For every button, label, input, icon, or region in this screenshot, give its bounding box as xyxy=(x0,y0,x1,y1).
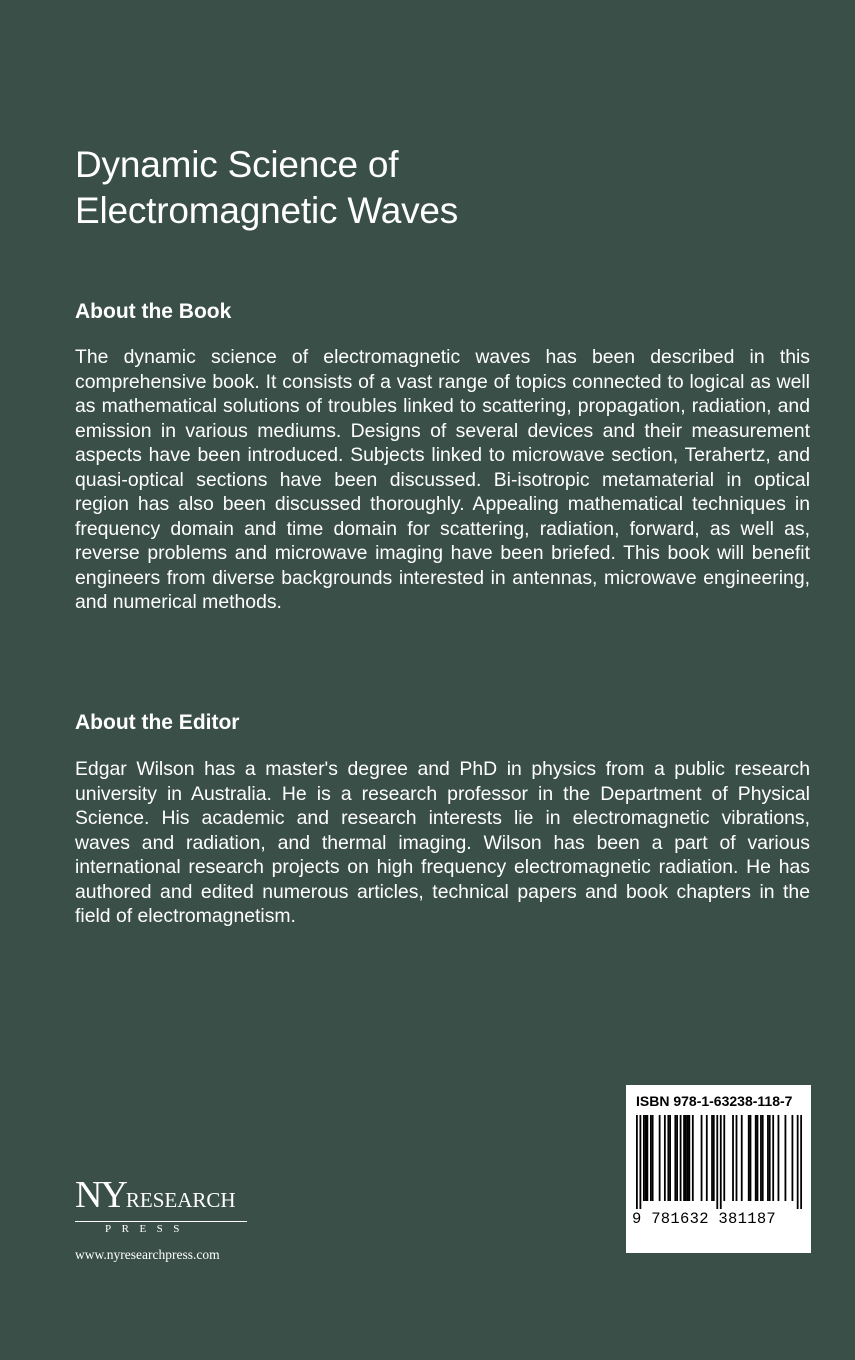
barcode-bar xyxy=(680,1115,682,1201)
isbn-label: ISBN 978-1-63238-118-7 xyxy=(636,1093,793,1109)
barcode-bar xyxy=(674,1115,676,1201)
barcode-bar xyxy=(664,1115,666,1201)
publisher-url: www.nyresearchpress.com xyxy=(75,1247,220,1262)
barcode-bar xyxy=(720,1115,722,1209)
barcode-bar xyxy=(797,1115,799,1209)
barcode-bar xyxy=(676,1115,678,1201)
barcode-bar xyxy=(748,1115,750,1201)
barcode-bar xyxy=(667,1115,669,1201)
barcode-bar xyxy=(645,1115,647,1201)
barcode-bar xyxy=(757,1115,759,1201)
barcode-bar xyxy=(762,1115,764,1201)
barcode-icon xyxy=(636,1115,802,1209)
about-editor-heading: About the Editor xyxy=(75,711,240,734)
barcode-bar xyxy=(713,1115,715,1201)
barcode-bar xyxy=(723,1115,725,1201)
title-line-1: Dynamic Science of xyxy=(75,144,399,185)
book-title xyxy=(75,142,775,234)
barcode-bar xyxy=(636,1115,638,1209)
barcode-bar xyxy=(706,1115,708,1201)
barcode-bar xyxy=(755,1115,757,1201)
barcode-bar xyxy=(643,1115,645,1201)
barcode-bar xyxy=(685,1115,687,1201)
barcode-bar xyxy=(750,1115,752,1201)
publisher-ny: NY xyxy=(75,1174,126,1216)
barcode-bar xyxy=(769,1115,771,1201)
publisher-logo xyxy=(75,1174,255,1263)
barcode-bar xyxy=(692,1115,694,1201)
about-book-heading: About the Book xyxy=(75,300,232,323)
publisher-wordmark xyxy=(75,1174,255,1220)
barcode-bar xyxy=(711,1115,713,1201)
barcode-bar xyxy=(650,1115,652,1201)
barcode-bar xyxy=(646,1115,648,1201)
barcode-bar xyxy=(785,1115,787,1201)
barcode-bar xyxy=(767,1115,769,1201)
barcode-bar xyxy=(732,1115,734,1201)
barcode-bar xyxy=(760,1115,762,1201)
barcode-bar xyxy=(639,1115,641,1209)
isbn-barcode-box xyxy=(626,1085,811,1253)
barcode-bar xyxy=(772,1115,774,1201)
barcode-bar xyxy=(683,1115,685,1201)
publisher-press: PRESS xyxy=(105,1223,190,1235)
about-editor-text: Edgar Wilson has a master's degree and PhD in physics from a public research university in Australia. He is a research professor in the Department of Physical Science. His academic and research interests lie in electromagnetic vibrations, waves and radiation, and thermal imaging. Wilson has been a part of various international research projects on high frequency electromagnetic radiation. He has authored and edited numerous articles, technical papers and book chapters in the field of electromagnetism. xyxy=(75,758,810,927)
barcode-bar xyxy=(792,1115,794,1201)
barcode-bar xyxy=(688,1115,690,1201)
publisher-research: RESEARCH xyxy=(125,1188,236,1212)
barcode-bar xyxy=(669,1115,671,1201)
barcode-bar xyxy=(687,1115,689,1201)
barcode-bar xyxy=(701,1115,703,1201)
barcode-bar xyxy=(659,1115,661,1201)
about-book-text: The dynamic science of electromagnetic waves has been described in this comprehensive book. It consists of a vast range of topics connected to logical as well as mathematical solutions of troubles linked to scattering, propagation, radiation, and emission in various mediums. Designs of several devices and their measurement aspects have been introduced. Subjects linked to microwave section, Terahertz, and quasi-optical sections have been discussed. Bi-isotropic metamaterial in optical region has also been discussed thoroughly. Appealing mathematical techniques in frequency domain and time domain for scattering, radiation, forward, as well as, reverse problems and microwave imaging have been briefed. This book will benefit engineers from diverse backgrounds interested in antennas, microwave engineering, and numerical methods. xyxy=(75,346,810,613)
title-line-2: Electromagnetic Waves xyxy=(75,190,459,231)
barcode-bar xyxy=(652,1115,654,1201)
barcode-digits: 9 781632 381187 xyxy=(632,1210,777,1228)
barcode-bar xyxy=(716,1115,718,1209)
barcode-bar xyxy=(778,1115,780,1201)
barcode-bar xyxy=(741,1115,743,1201)
barcode-bar xyxy=(736,1115,738,1201)
barcode-bar xyxy=(800,1115,802,1209)
